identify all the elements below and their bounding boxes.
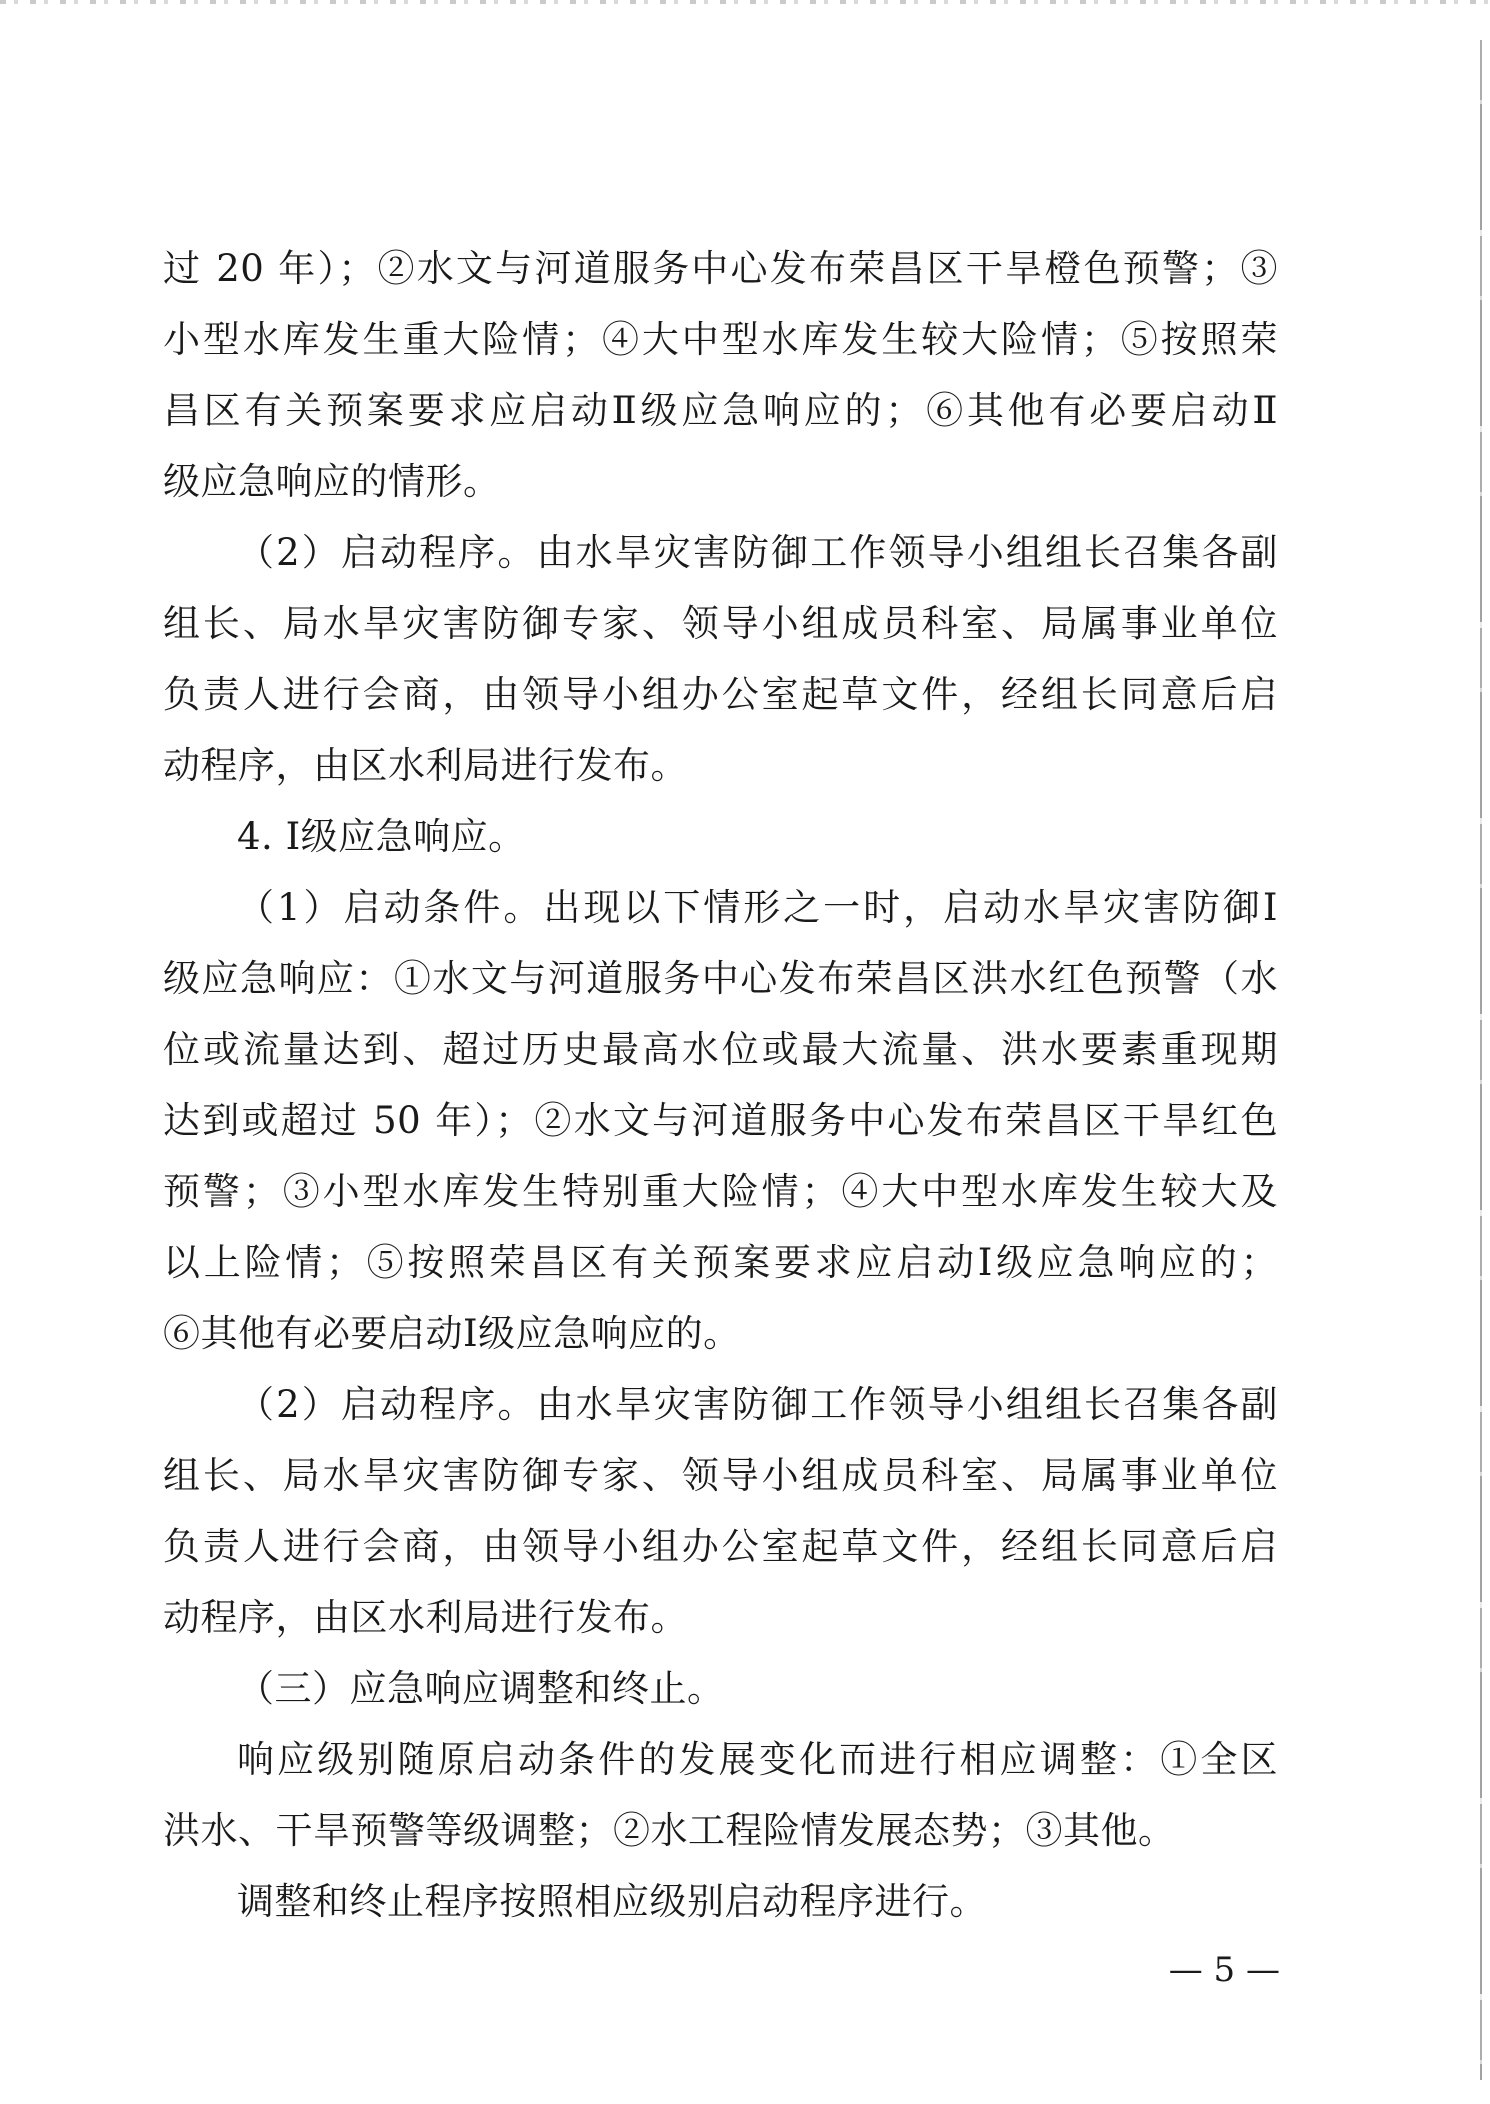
paragraph-first-line: 调整和终止程序按照相应级别启动程序进行。 [237,1880,987,1923]
text-line: 负责人进行会商，由领导小组办公室起草文件，经组长同意后启 [163,673,1278,716]
paragraph-first-line: （2）启动程序。由水旱灾害防御工作领导小组组长召集各副 [237,531,1278,574]
text-line: 级应急响应的情形。 [163,460,501,503]
paragraph-first-line: （1）启动条件。出现以下情形之一时，启动水旱灾害防御Ⅰ [237,886,1278,929]
text-line: 动程序，由区水利局进行发布。 [163,1596,688,1639]
section-heading: 4. Ⅰ级应急响应。 [237,815,526,858]
text-line: 级应急响应：①水文与河道服务中心发布荣昌区洪水红色预警（水 [163,957,1278,1000]
scan-edge-right [1480,40,1482,2080]
text-line: 预警；③小型水库发生特别重大险情；④大中型水库发生较大及 [163,1170,1278,1213]
text-line: 小型水库发生重大险情；④大中型水库发生较大险情；⑤按照荣 [163,318,1278,361]
text-line: 位或流量达到、超过历史最高水位或最大流量、洪水要素重现期 [163,1028,1278,1071]
text-line: 达到或超过 50 年）；②水文与河道服务中心发布荣昌区干旱红色 [163,1099,1278,1142]
text-line: 动程序，由区水利局进行发布。 [163,744,688,787]
text-line: 组长、局水旱灾害防御专家、领导小组成员科室、局属事业单位 [163,602,1278,645]
section-heading: （三）应急响应调整和终止。 [237,1667,725,1710]
text-line: 以上险情；⑤按照荣昌区有关预案要求应启动Ⅰ级应急响应的； [163,1241,1278,1284]
paragraph-first-line: （2）启动程序。由水旱灾害防御工作领导小组组长召集各副 [237,1383,1278,1426]
text-line: 昌区有关预案要求应启动Ⅱ级应急响应的；⑥其他有必要启动Ⅱ [163,389,1278,432]
text-line: 洪水、干旱预警等级调整；②水工程险情发展态势；③其他。 [163,1809,1176,1852]
page-number: — 5 — [1168,1950,1280,1990]
text-line: 过 20 年）；②水文与河道服务中心发布荣昌区干旱橙色预警；③ [163,247,1278,290]
paragraph-first-line: 响应级别随原启动条件的发展变化而进行相应调整：①全区 [237,1738,1278,1781]
text-line: 组长、局水旱灾害防御专家、领导小组成员科室、局属事业单位 [163,1454,1278,1497]
text-line: 负责人进行会商，由领导小组办公室起草文件，经组长同意后启 [163,1525,1278,1568]
scan-edge-top [0,0,1490,4]
text-line: ⑥其他有必要启动Ⅰ级应急响应的。 [163,1312,741,1355]
